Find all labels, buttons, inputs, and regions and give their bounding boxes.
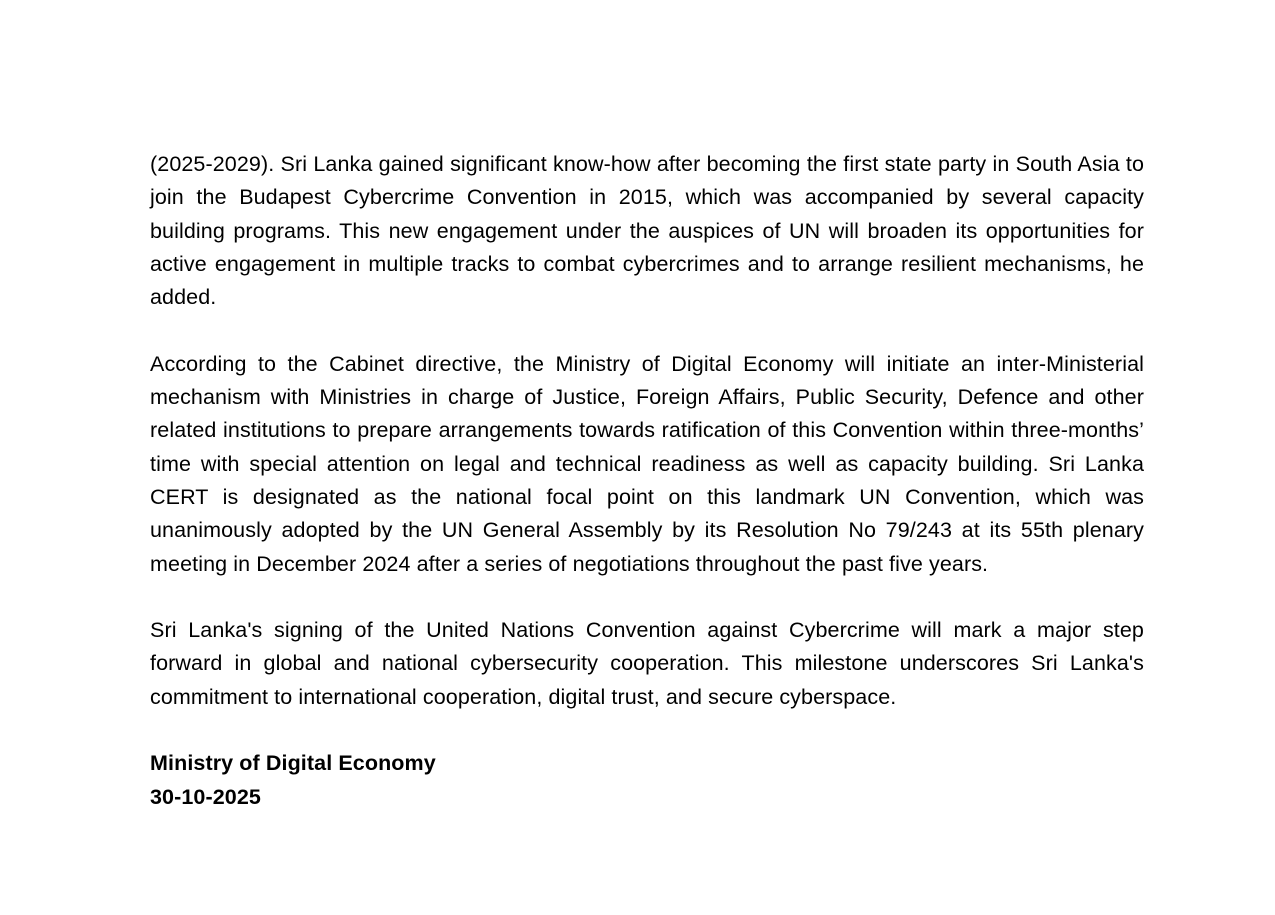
paragraph-1: (2025-2029). Sri Lanka gained significant know-how after becoming the first state party in South Asia to join the Budapest Cybercrime Convention in 2015, which was accompanied by several capacity building programs. This new engagement under the auspices of UN will broaden its opportunities for active engagement in multiple tracks to combat cybercrimes and to arrange resilient mechanisms, he added. xyxy=(150,152,1144,310)
paragraph-3: Sri Lanka's signing of the United Nations Convention against Cybercrime will mark a major step forward in global and national cybersecurity cooperation. This milestone underscores Sri Lanka's commitment to international cooperation, digital trust, and secure cyberspace. xyxy=(150,618,1144,709)
signature-date: 30-10-2025 xyxy=(150,784,261,809)
signature-author: Ministry of Digital Economy xyxy=(150,751,436,776)
document-text-block xyxy=(150,148,1144,814)
paragraph-2: According to the Cabinet directive, the Ministry of Digital Economy will initiate an inter-Ministerial mechanism with Ministries in charge of Justice, Foreign Affairs, Public Security, Defence and other related institutions to prepare arrangements towards ratification of this Convention within three-months’ time with special attention on legal and technical readiness as well as capacity building. Sri Lanka CERT is designated as the national focal point on this landmark UN Convention, which was unanimously adopted by the UN General Assembly by its Resolution No 79/243 at its 55th plenary meeting in December 2024 after a series of negotiations throughout the past five years. xyxy=(150,351,1144,576)
signature-block xyxy=(150,747,1144,814)
